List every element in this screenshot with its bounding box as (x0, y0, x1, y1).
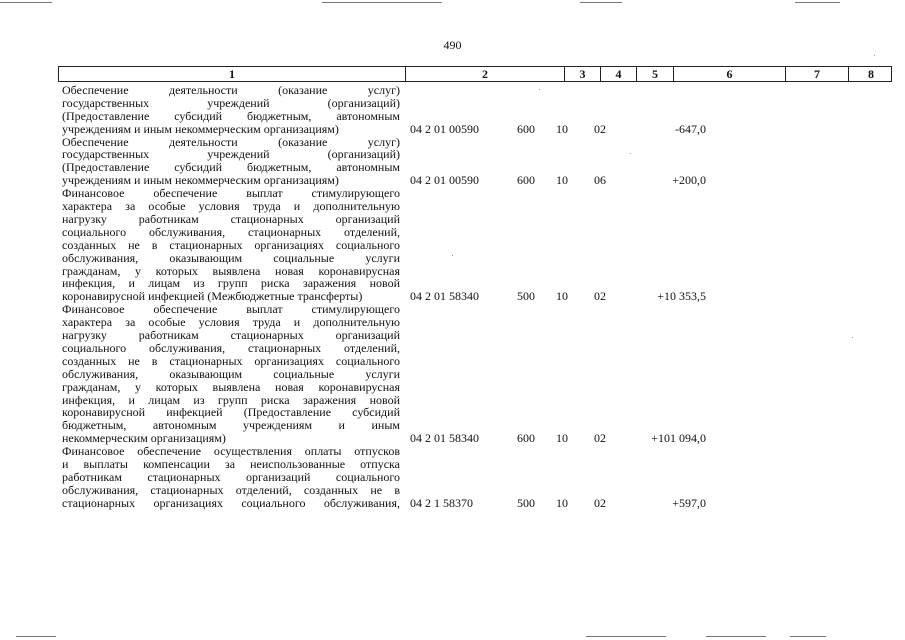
scan-edge-line (586, 636, 666, 637)
description-line: Финансовое обеспечение выплат стимулирующего (62, 186, 400, 201)
description-line: Финансовое обеспечение осуществления оплаты отпусков (62, 444, 400, 459)
amount: -647,0 (675, 121, 706, 136)
description-line: созданных не в стационарных организациях социального (62, 237, 400, 252)
description-line: созданных не в стационарных организациях социального (62, 353, 400, 368)
description-line: характера за особые условия труда и дополнительную (62, 199, 400, 214)
column-header-1: 1 (59, 67, 406, 81)
section: 10 (556, 431, 568, 446)
scan-edge-line (706, 636, 766, 637)
description-line: бюджетным, автономным учреждениям и иным (62, 418, 400, 433)
description-line: обслуживания, оказывающим социальные услуги (62, 250, 400, 265)
description-line: учреждениям и иным некоммерческим организациям) (62, 121, 339, 136)
subsection: 02 (594, 121, 606, 136)
scan-speck (539, 89, 540, 90)
scan-edge-line (795, 2, 840, 3)
description-line: (Предоставление субсидий бюджетным, автономным (62, 160, 400, 175)
budget-code: 04 2 1 58370 (410, 495, 473, 510)
column-header-5: 5 (637, 67, 674, 81)
subsection: 02 (594, 289, 606, 304)
expense-type: 600 (517, 173, 535, 188)
row-description (62, 445, 400, 509)
description-line: коронавирусной инфекцией (Межбюджетные трансферты) (62, 289, 363, 304)
column-header-7: 7 (786, 67, 849, 81)
subsection: 02 (594, 495, 606, 510)
column-header-6: 6 (674, 67, 786, 81)
description-line: государственных учреждений (организаций) (62, 147, 400, 162)
expense-type: 600 (517, 121, 535, 136)
scan-edge-line (0, 2, 52, 3)
budget-code: 04 2 01 00590 (410, 121, 479, 136)
description-line: социального обслуживания, стационарных отделений, (62, 340, 400, 355)
amount: +200,0 (672, 173, 706, 188)
budget-code: 04 2 01 00590 (410, 173, 479, 188)
scan-edge-line (16, 636, 56, 637)
expense-type: 500 (517, 289, 535, 304)
description-line: некоммерческим организациям) (62, 431, 226, 446)
scan-edge-line (580, 2, 622, 3)
description-line: коронавирусной инфекцией (Предоставление субсидий (62, 405, 400, 420)
section: 10 (556, 121, 568, 136)
description-line: работникам стационарных организаций социального (62, 469, 400, 484)
page-number: 490 (443, 38, 462, 52)
row-description (62, 303, 400, 445)
description-line: социального обслуживания, стационарных отделений, (62, 224, 400, 239)
row-description (62, 187, 400, 303)
description-line: обслуживания, стационарных отделений, созданных не в (62, 482, 400, 497)
description-line: инфекция, и лицам из групп риска заражения новой (62, 392, 400, 407)
budget-code: 04 2 01 58340 (410, 289, 479, 304)
description-line: государственных учреждений (организаций) (62, 95, 400, 110)
description-line: гражданам, у которых выявлена новая коронавирусная (62, 379, 400, 394)
scan-edge-line (322, 2, 442, 3)
expense-type: 600 (517, 431, 535, 446)
column-header-8: 8 (868, 67, 874, 81)
description-line: гражданам, у которых выявлена новая коронавирусная (62, 263, 400, 278)
amount: +10 353,5 (657, 289, 706, 304)
amount: +101 094,0 (651, 431, 706, 446)
description-line: Обеспечение деятельности (оказание услуг) (62, 134, 400, 149)
column-header-2: 2 (406, 67, 565, 81)
scan-edge-line (790, 636, 826, 637)
description-line: нагрузку работникам стационарных организаций (62, 211, 400, 226)
description-line: стационарных организациях социального обслуживания, (62, 495, 400, 510)
row-description (62, 136, 400, 188)
section: 10 (556, 289, 568, 304)
expense-type: 500 (517, 495, 535, 510)
description-line: Финансовое обеспечение выплат стимулирующего (62, 302, 400, 317)
section: 10 (556, 495, 568, 510)
column-header-4: 4 (601, 67, 637, 81)
description-line: инфекция, и лицам из групп риска заражения новой (62, 276, 400, 291)
description-line: Обеспечение деятельности (оказание услуг) (62, 83, 400, 97)
description-line: обслуживания, оказывающим социальные услуги (62, 366, 400, 381)
amount: +597,0 (672, 495, 706, 510)
column-header-3: 3 (565, 67, 601, 81)
description-line: характера за особые условия труда и дополнительную (62, 315, 400, 330)
subsection: 02 (594, 431, 606, 446)
table-header (58, 66, 892, 82)
subsection: 06 (594, 173, 606, 188)
budget-code: 04 2 01 58340 (410, 431, 479, 446)
description-line: нагрузку работникам стационарных организаций (62, 328, 400, 343)
description-line: (Предоставление субсидий бюджетным, автономным (62, 108, 400, 123)
scan-speck (874, 55, 875, 56)
description-line: учреждениям и иным некоммерческим организациям) (62, 173, 339, 188)
scan-speck (630, 153, 631, 154)
scan-speck (452, 255, 453, 256)
scan-speck (852, 337, 853, 338)
description-line: и выплаты компенсации за неиспользованные отпуска (62, 457, 400, 472)
row-description (62, 84, 400, 136)
section: 10 (556, 173, 568, 188)
